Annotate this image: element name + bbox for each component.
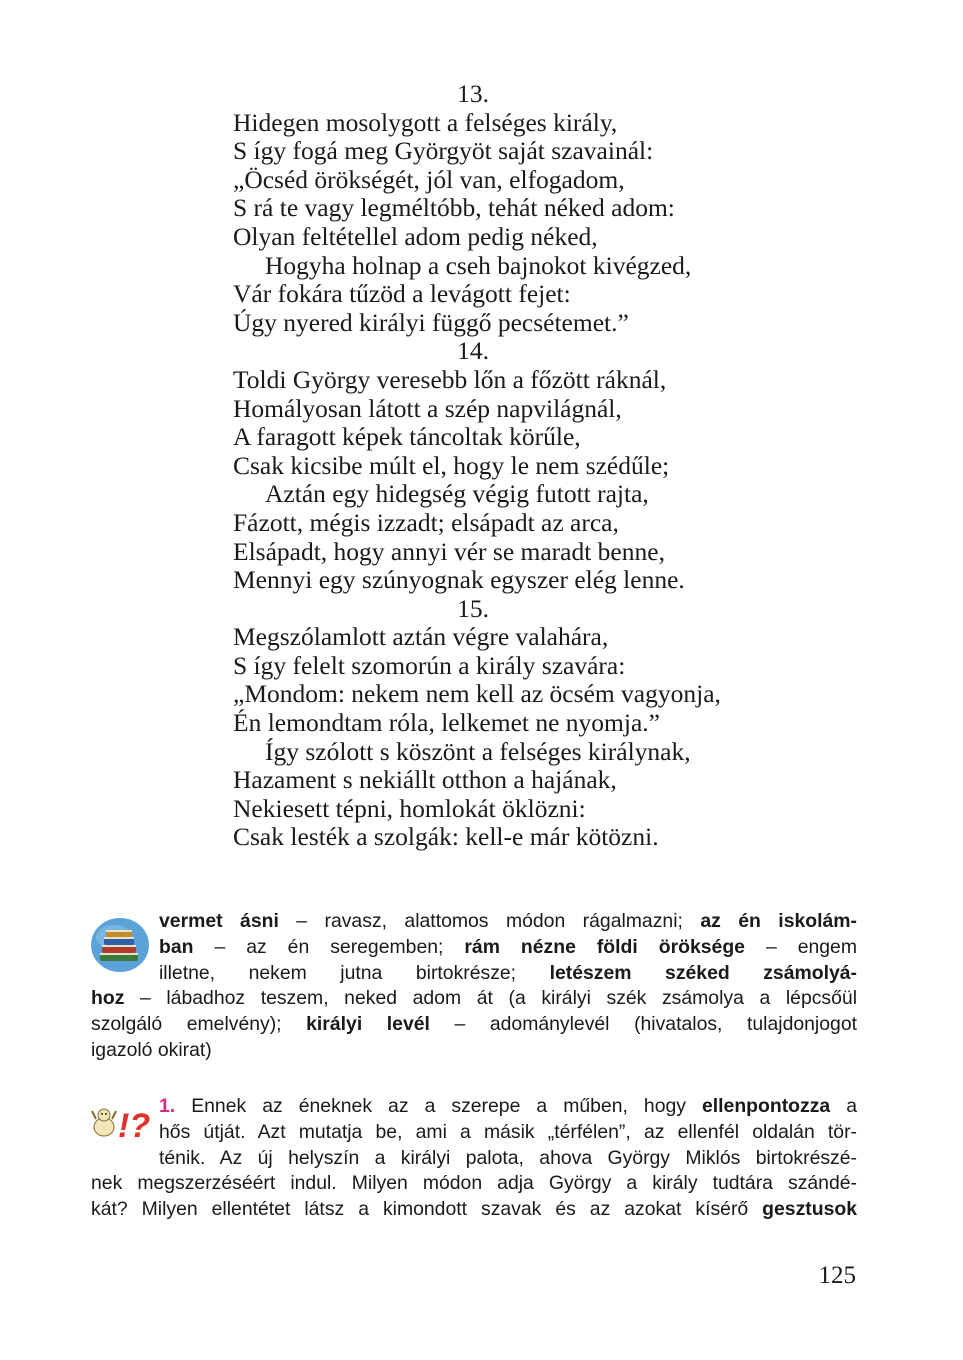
poem-line: „Öcséd örökségét, jól van, elfogadom, bbox=[233, 164, 625, 194]
poem-line: S így felelt szomorún a király szavára: bbox=[233, 650, 626, 680]
poem-line: Úgy nyered királyi függő pecsétemet.” bbox=[233, 307, 629, 337]
text-run: – ravasz, alattomos módon rágalmazni; bbox=[278, 910, 701, 932]
poem-line: Hogyha holnap a cseh bajnokot kivégzed, bbox=[265, 250, 692, 280]
bold-term: letészem széked zsámolyá- bbox=[549, 961, 857, 984]
poem-line: Hazament s nekiállt otthon a hajának, bbox=[233, 765, 617, 795]
text-run: hős útját. Azt mutatja be, ami a másik „térfélen”, az ellenfél oldalán tör- bbox=[159, 1120, 857, 1143]
stanza-number: 13. bbox=[457, 79, 489, 108]
poem-line: Aztán egy hidegség végig futott rajta, bbox=[265, 479, 649, 509]
text-line bbox=[91, 961, 857, 987]
poem-line: Olyan feltétellel adom pedig néked, bbox=[233, 221, 598, 251]
poem-line: Csak lesték a szolgák: kell-e már kötözni. bbox=[233, 822, 659, 852]
task-1 bbox=[91, 1094, 857, 1223]
text-line bbox=[91, 1146, 857, 1172]
text-run: Ennek az éneknek az a szerepe a műben, hogy bbox=[175, 1095, 702, 1117]
poem-line: Hidegen mosolygott a felséges király, bbox=[233, 107, 618, 137]
poem-line: Vár fokára tűzöd a levágott fejet: bbox=[233, 279, 571, 309]
poem bbox=[233, 80, 853, 852]
poem-line: Elsápadt, hogy annyi vér se maradt benne, bbox=[233, 536, 665, 566]
text-run: ténik. Az új helyszín a királyi palota, ahova György Miklós birtokrészé- bbox=[159, 1146, 857, 1169]
bold-term: hoz bbox=[91, 987, 125, 1010]
bold-term: az én iskolám- bbox=[700, 910, 857, 932]
svg-text:!?: !? bbox=[118, 1107, 151, 1143]
text-line bbox=[91, 1038, 857, 1064]
bold-term: gesztusok bbox=[762, 1198, 857, 1221]
text-run: – lábadhoz teszem, neked adom át (a királyi szék zsámolya a lépcsőül bbox=[124, 987, 857, 1010]
poem-line: Megszólamlott aztán végre valahára, bbox=[233, 622, 609, 652]
text-run: kát? Milyen ellentétet látsz a kimondott szavak és az azokat kísérő bbox=[91, 1198, 763, 1221]
text-run: szolgáló emelvény); bbox=[91, 1013, 307, 1036]
text-run: igazoló okirat) bbox=[91, 1038, 212, 1061]
poem-line: A faragott képek táncoltak körűle, bbox=[233, 422, 581, 452]
text-line bbox=[91, 909, 857, 935]
poem-line: Mennyi egy szúnyognak egyszer elég lenne. bbox=[233, 565, 685, 595]
text-run: a bbox=[830, 1095, 857, 1117]
text-line bbox=[91, 1094, 857, 1120]
stanza bbox=[233, 595, 853, 852]
glossary bbox=[91, 909, 857, 1064]
poem-line: S rá te vagy legméltóbb, tehát néked adom: bbox=[233, 193, 675, 223]
poem-line: Toldi György veresebb lőn a főzött ráknál, bbox=[233, 364, 667, 394]
text-line bbox=[91, 1012, 857, 1038]
text-line bbox=[91, 986, 857, 1012]
stanza bbox=[233, 337, 853, 594]
text-line bbox=[91, 1171, 857, 1197]
poem-line: Fázott, mégis izzadt; elsápadt az arca, bbox=[233, 507, 619, 537]
text-line bbox=[91, 1197, 857, 1223]
text-run: nek megszerzéséért indul. Milyen módon adja György a király tudtára szándé- bbox=[91, 1172, 857, 1195]
poem-line: „Mondom: nekem nem kell az öcsém vagyonja, bbox=[233, 679, 721, 709]
page-number: 125 bbox=[818, 1262, 856, 1289]
text-line bbox=[91, 935, 857, 961]
poem-line: Így szólott s köszönt a felséges királynak, bbox=[265, 736, 691, 766]
bold-term: királyi levél bbox=[306, 1013, 430, 1036]
text-line bbox=[91, 1120, 857, 1146]
poem-line: Én lemondtam róla, lelkemet ne nyomja.” bbox=[233, 708, 660, 738]
poem-line: Nekiesett tépni, homlokát öklözni: bbox=[233, 793, 586, 823]
stanza-number: 14. bbox=[457, 336, 489, 366]
text-run: – adománylevél (hivatalos, tulajdonjogot bbox=[429, 1013, 857, 1036]
stanza bbox=[233, 80, 853, 337]
bold-term: vermet ásni bbox=[159, 910, 279, 932]
bold-term: ellenpontozza bbox=[701, 1095, 831, 1117]
text-run: – engem bbox=[744, 935, 857, 958]
text-run: illetne, nekem jutna birtokrésze; bbox=[159, 961, 550, 984]
text-run: – az én seregemben; bbox=[193, 935, 465, 958]
poem-line: Csak kicsibe múlt el, hogy le nem szédűle; bbox=[233, 450, 670, 480]
stanza-number: 15. bbox=[457, 593, 489, 623]
task-number: 1. bbox=[159, 1095, 176, 1117]
poem-line: Homályosan látott a szép napvilágnál, bbox=[233, 393, 622, 423]
poem-line: S így fogá meg Györgyöt saját szavainál: bbox=[233, 136, 654, 166]
bold-term: ban bbox=[159, 935, 194, 958]
bold-term: rám nézne földi öröksége bbox=[464, 935, 745, 958]
